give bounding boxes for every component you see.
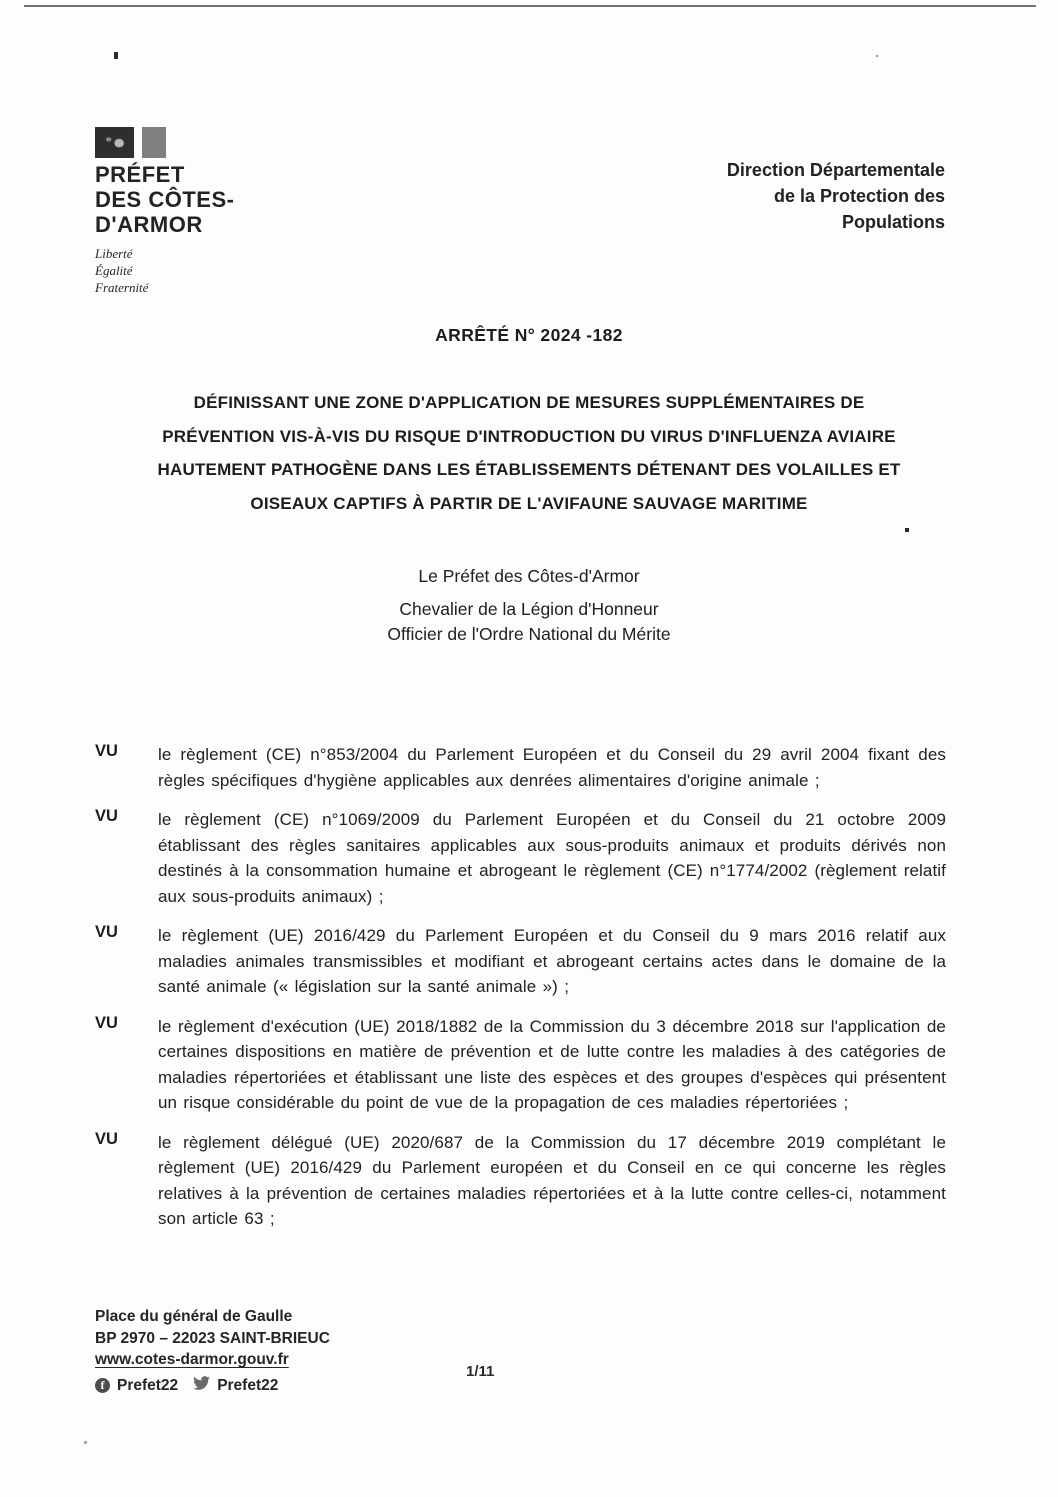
visa-item: [95, 807, 946, 909]
website-link[interactable]: www.cotes-darmor.gouv.fr: [95, 1351, 289, 1368]
twitter-handle: Prefet22: [217, 1376, 279, 1394]
facebook-handle: Prefet22: [117, 1376, 179, 1394]
motto-line: Égalité: [95, 263, 133, 278]
arrete-subject: [104, 386, 954, 520]
visa-list: [95, 742, 946, 1246]
direction-departementale: [727, 157, 945, 235]
visa-text: le règlement (CE) n°1069/2009 du Parlement Européen et du Conseil du 21 octobre 2009 établissant des règles sanitaires applicables aux sous-produits animaux et produits dérivés non destinés à la consommation humaine et abrogeant le règlement (CE) n°1774/2002 (règlement relatif aux sous-produits animaux) ;: [158, 810, 946, 906]
prefet-name-line: D'ARMOR: [95, 212, 203, 237]
direction-line: Populations: [842, 212, 945, 232]
republic-motto: [95, 245, 234, 296]
honor-line: Officier de l'Ordre National du Mérite: [387, 624, 671, 644]
subject-line: PRÉVENTION VIS-À-VIS DU RISQUE D'INTRODUCTION DU VIRUS D'INFLUENZA AVIAIRE: [162, 426, 896, 446]
motto-line: Liberté: [95, 246, 133, 261]
prefect-title: Le Préfet des Côtes-d'Armor: [418, 566, 640, 586]
prefet-name: [95, 162, 234, 237]
page-footer: [95, 1306, 330, 1396]
footer-address-line: Place du général de Gaulle: [95, 1308, 293, 1325]
marianne-face-icon: [95, 127, 134, 158]
visa-text: le règlement (UE) 2016/429 du Parlement Européen et du Conseil du 9 mars 2016 relatif aux maladies animales transmissibles et modifiant et abrogeant certains actes dans le domaine de la santé animale (« législation sur la santé animale ») ;: [158, 926, 946, 996]
scan-artifact: [905, 528, 909, 532]
visa-text: le règlement délégué (UE) 2020/687 de la Commission du 17 décembre 2019 complétant le règlement (UE) 2016/429 du Parlement européen et du Conseil en ce qui concerne les règles relatives à la prévention de certaines maladies répertoriées et à la lutte contre celles-ci, notamment son article 63 ;: [158, 1132, 946, 1228]
visa-label: VU: [95, 1129, 118, 1148]
subject-line: OISEAUX CAPTIFS À PARTIR DE L'AVIFAUNE SAUVAGE MARITIME: [250, 493, 808, 513]
scan-artifact: [84, 1441, 87, 1444]
twitter-icon: [193, 1375, 210, 1397]
visa-item: [95, 1130, 946, 1232]
prefet-name-line: PRÉFET: [95, 162, 185, 187]
page-number: 1/11: [466, 1363, 495, 1380]
visa-text: le règlement d'exécution (UE) 2018/1882 de la Commission du 3 décembre 2018 sur l'application de certaines dispositions en matière de prévention et de lutte contre les maladies à des catégories de maladies répertoriées et établissant une liste des espèces et des groupes d'espèces qui présentent un risque considérable du point de vue de la propagation de ces maladies répertoriées ;: [158, 1016, 946, 1112]
visa-item: [95, 1014, 946, 1116]
honor-line: Chevalier de la Légion d'Honneur: [399, 599, 659, 619]
government-logo: [95, 127, 234, 296]
scan-artifact: [876, 55, 878, 57]
scan-artifact: [114, 52, 118, 59]
footer-address-line: BP 2970 – 22023 SAINT-BRIEUC: [95, 1329, 330, 1347]
motto-line: Fraternité: [95, 280, 149, 295]
scan-edge-line: [24, 5, 1036, 7]
visa-label: VU: [95, 807, 118, 825]
prefet-name-line: DES CÔTES-: [95, 187, 235, 212]
direction-line: Direction Départementale: [726, 160, 945, 180]
subject-line: HAUTEMENT PATHOGÈNE DANS LES ÉTABLISSEMENTS DÉTENANT DES VOLAILLES ET: [157, 460, 901, 479]
visa-label: VU: [95, 742, 118, 760]
visa-label: VU: [95, 923, 118, 941]
prefect-honors: [0, 597, 1058, 647]
marianne-logo-icon: [95, 127, 234, 158]
subject-line: DÉFINISSANT UNE ZONE D'APPLICATION DE MESURES SUPPLÉMENTAIRES DE: [193, 393, 865, 412]
visa-item: [95, 923, 946, 1000]
logo-gray-block-icon: [142, 127, 166, 158]
visa-text: le règlement (CE) n°853/2004 du Parlement Européen et du Conseil du 29 avril 2004 fixant des règles spécifiques d'hygiène applicables aux denrées alimentaires d'origine animale ;: [158, 745, 946, 790]
facebook-icon: f: [95, 1378, 110, 1393]
visa-label: VU: [95, 1013, 118, 1032]
direction-line: de la Protection des: [773, 186, 945, 206]
arrete-number: ARRÊTÉ N° 2024 -182: [435, 325, 623, 345]
visa-item: [95, 742, 946, 793]
social-row: [95, 1375, 330, 1397]
